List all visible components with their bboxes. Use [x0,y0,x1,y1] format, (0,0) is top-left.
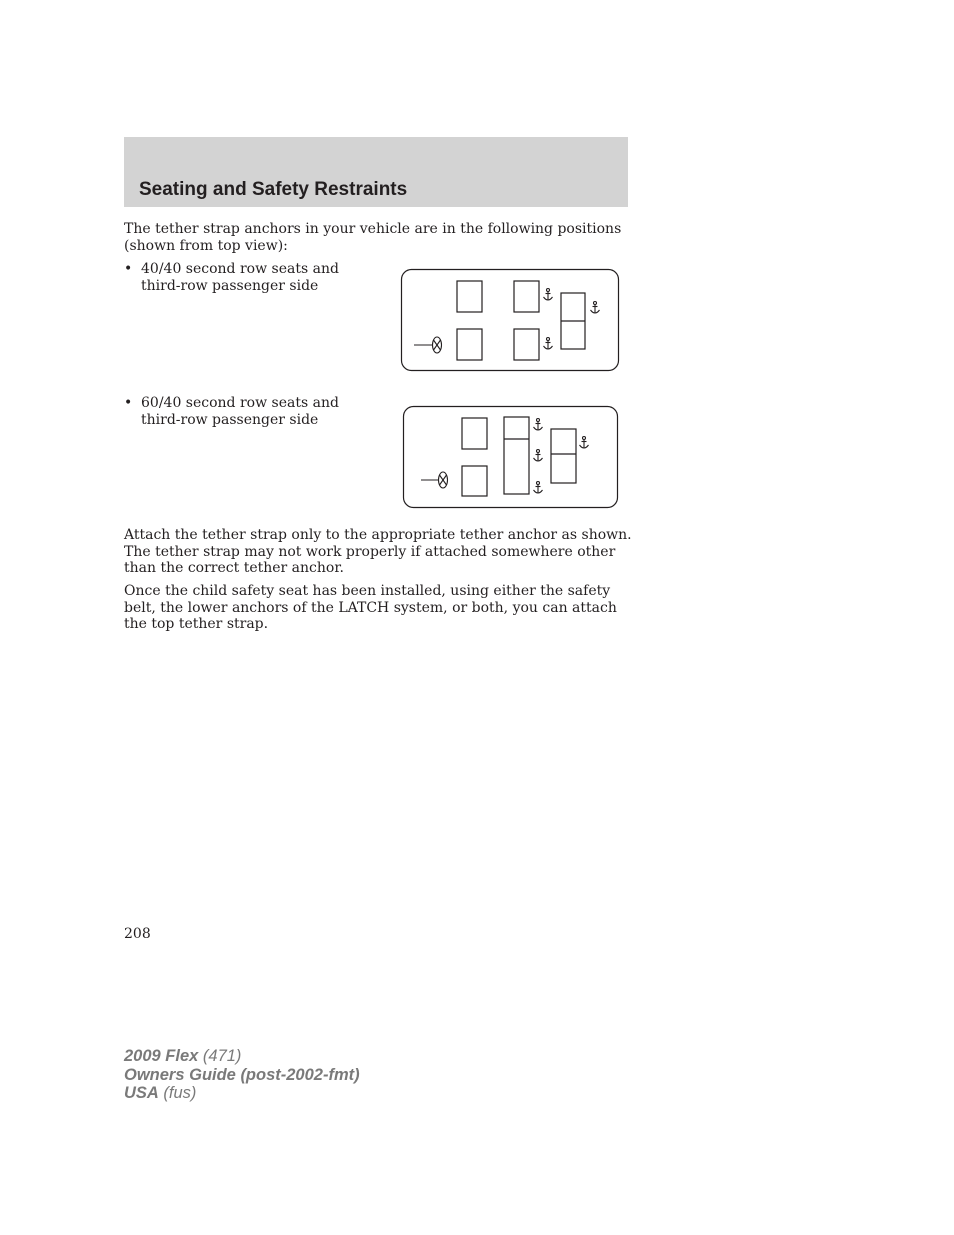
seat-driver [462,466,487,496]
anchor-icon [544,338,553,350]
seat-second-row-bench [504,417,529,494]
section-title: Seating and Safety Restraints [139,179,408,200]
section-header [124,137,628,207]
steering-wheel-icon [414,337,442,353]
bullet-dot: • [124,395,133,411]
anchor-icon [534,419,543,431]
seat-second-row-left [514,329,539,360]
diagram-40-40-seating [400,268,620,372]
document-footer [124,1047,360,1103]
seat-front-passenger [457,281,482,312]
footer-model-code: (471) [198,1047,242,1065]
bullet-text: 60/40 second row seats and third-row passenger side [141,395,339,428]
seat-second-row-right [514,281,539,312]
footer-guide: Owners Guide (post-2002-fmt) [124,1065,360,1084]
seat-third-row [551,429,576,483]
anchor-icon [534,450,543,462]
bullet-dot: • [124,261,133,277]
footer-model: 2009 Flex [124,1047,199,1065]
footer-market-code: (fus) [158,1084,197,1102]
tether-attach-paragraph: Attach the tether strap only to the appropriate tether anchor as shown. The tether strap may not work properly if attached somewhere other than the correct tether anchor. [124,527,632,576]
steering-wheel-icon [421,472,448,488]
anchor-icon [580,437,589,449]
bullet-text: 40/40 second row seats and third-row passenger side [141,261,339,294]
page-number: 208 [124,926,151,942]
anchor-icon [534,482,543,494]
anchor-icon [544,289,553,301]
seat-driver [457,329,482,360]
footer-market: USA [124,1084,159,1102]
tether-install-paragraph: Once the child safety seat has been installed, using either the safety belt, the lower anchors of the LATCH system, or both, you can attach the top tether strap. [124,583,617,632]
intro-paragraph: The tether strap anchors in your vehicle are in the following positions (shown from top view): [124,221,622,254]
seat-front-passenger [462,418,487,449]
diagram-60-40-seating [402,405,620,509]
anchor-icon [591,302,600,314]
